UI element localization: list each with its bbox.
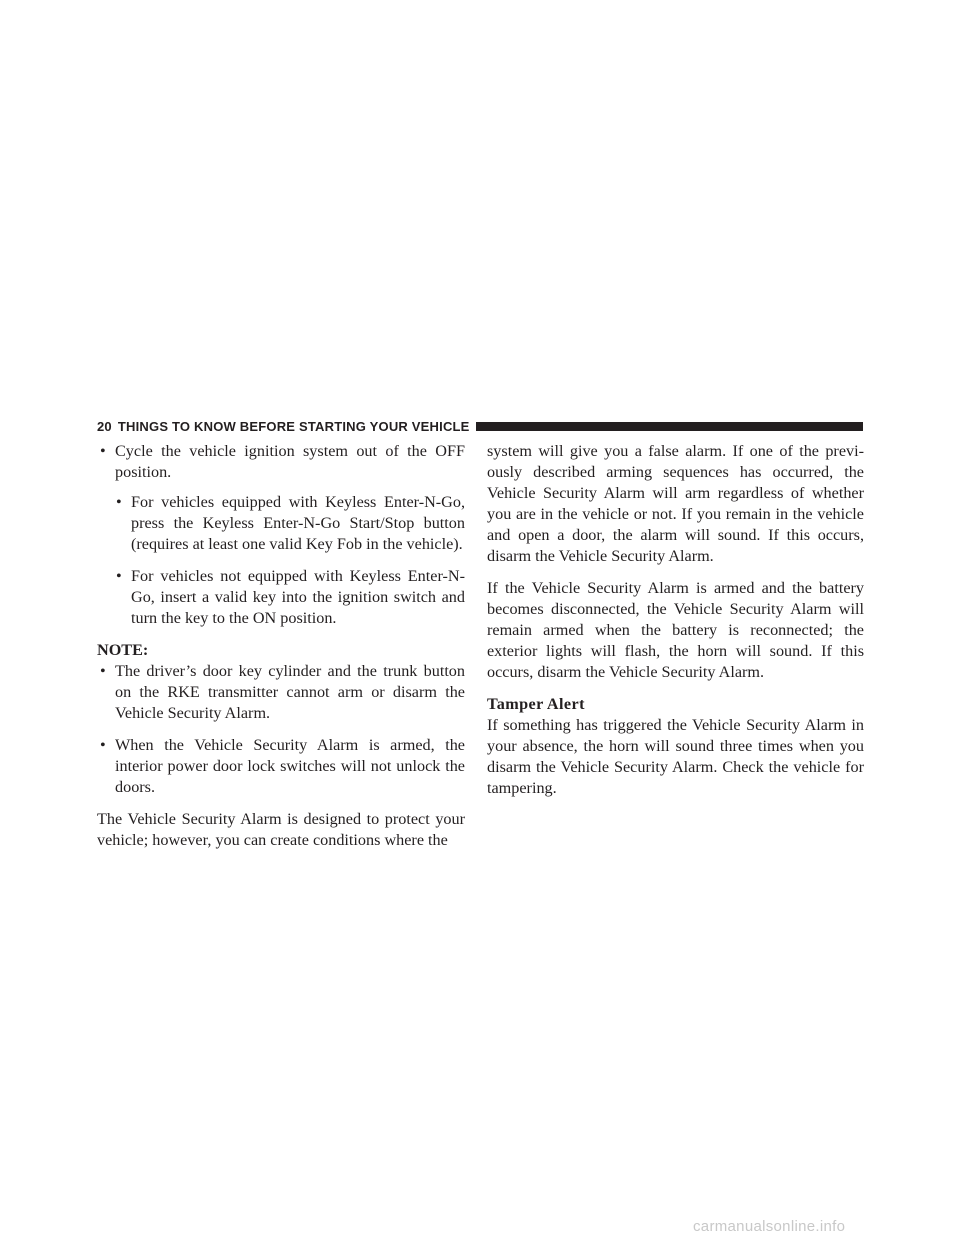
left-column: [97, 441, 465, 851]
sub-bullet-item: [97, 566, 465, 629]
bullet-icon: •: [100, 662, 106, 680]
page-header: [97, 418, 863, 434]
body-paragraph: If something has triggered the Vehicle Security Alarm in your absence, the horn will sound three times when you disarm the Vehicle Security Alarm. Check the vehicle for tampering.: [487, 716, 864, 797]
note-label: NOTE:: [97, 641, 149, 659]
bullet-icon: •: [100, 736, 106, 754]
note-text: The driver’s door key cylinder and the trunk button on the RKE transmitter cannot arm or disarm the Vehicle Security Alarm.: [115, 662, 465, 722]
header-rule: [476, 422, 863, 431]
note-item: [97, 735, 465, 798]
page-number: 20: [97, 418, 112, 434]
subheading-tamper-alert: Tamper Alert: [487, 695, 585, 713]
footer-watermark: carmanualsonline.info: [693, 1218, 846, 1235]
sub-bullet-text: For vehicles not equipped with Keyless Enter-N-Go, insert a valid key into the ignition switch and turn the key to the ON position.: [131, 567, 465, 627]
body-paragraph: The Vehicle Security Alarm is designed to protect your vehicle; however, you can create conditions where the: [97, 810, 465, 849]
note-item: [97, 661, 465, 724]
body-paragraph: system will give you a false alarm. If one of the previ-ously described arming sequences has occurred, the Vehicle Security Alarm will arm regardless of whether you are in the vehicle or not. If you remain in the vehicle and open a door, the alarm will sound. If this occurs, disarm the Vehicle Security Alarm.: [487, 442, 864, 565]
bullet-text: Cycle the vehicle ignition system out of the OFF position.: [115, 442, 465, 481]
sub-bullet-item: [97, 492, 465, 555]
bullet-item: [97, 441, 465, 483]
sub-bullet-text: For vehicles equipped with Keyless Enter-N-Go, press the Keyless Enter-N-Go Start/Stop button (requires at least one valid Key Fob in the vehicle).: [131, 493, 465, 553]
bullet-icon: •: [100, 442, 106, 460]
bullet-icon: •: [116, 493, 122, 511]
section-title: THINGS TO KNOW BEFORE STARTING YOUR VEHICLE: [117, 418, 470, 434]
note-text: When the Vehicle Security Alarm is armed, the interior power door lock switches will not unlock the doors.: [115, 736, 465, 796]
body-paragraph: If the Vehicle Security Alarm is armed and the battery becomes disconnected, the Vehicle Security Alarm will remain armed when the battery is reconnected; the exterior lights will flash, the horn will sound. If this occurs, disarm the Vehicle Security Alarm.: [487, 579, 864, 681]
bullet-icon: •: [116, 567, 122, 585]
right-column: [487, 441, 864, 799]
